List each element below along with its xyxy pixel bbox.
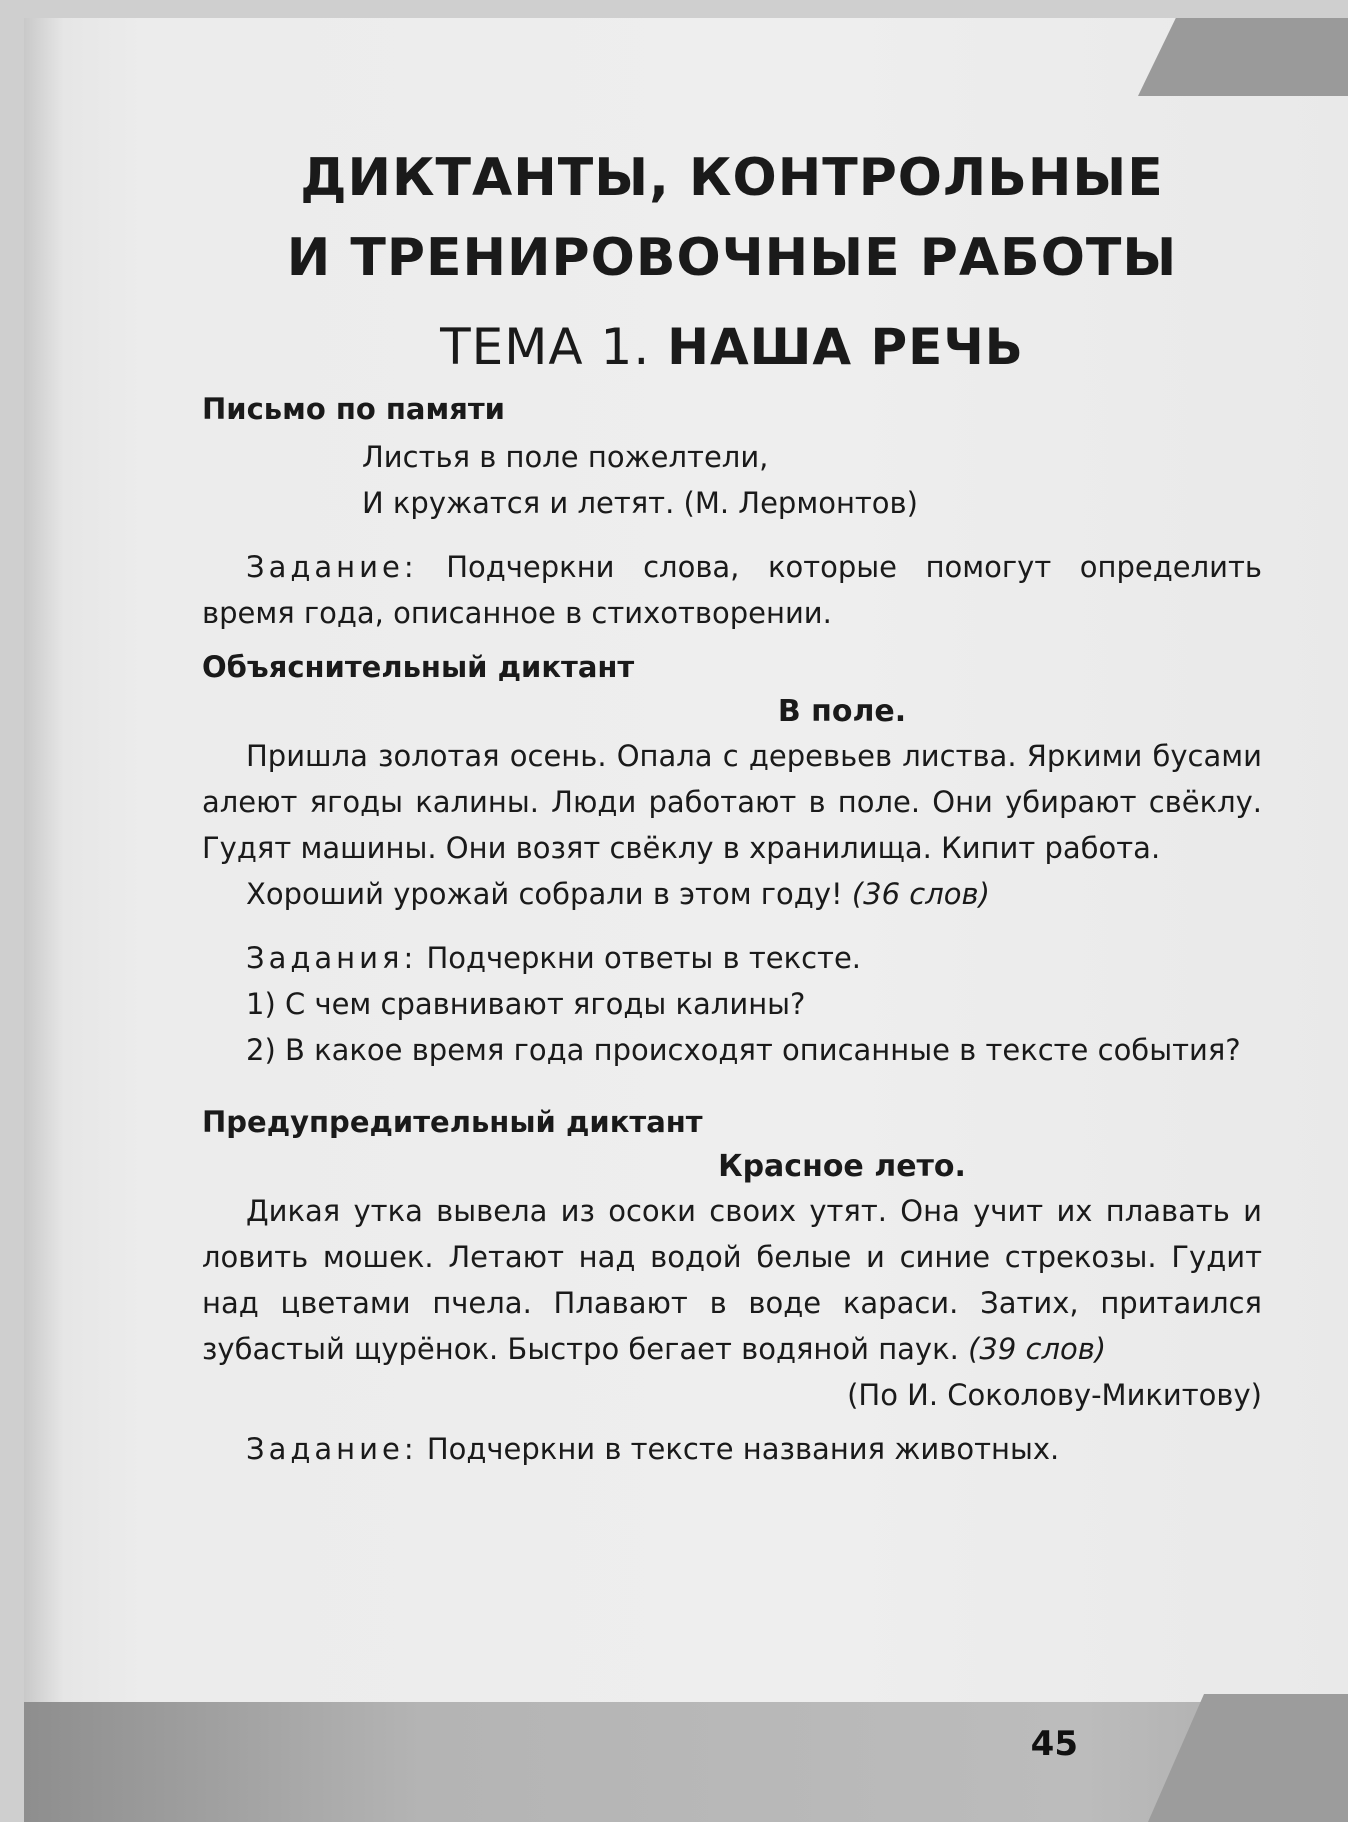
task-label: Задания: <box>246 941 418 975</box>
main-title <box>202 138 1262 298</box>
explanatory-question-1: 1) С чем сравнивают ягоды калины? <box>246 987 806 1021</box>
poem-line-2: И кружатся и летят. (М. Лермонтов) <box>362 486 918 520</box>
memory-task <box>202 544 1262 636</box>
main-title-line2: И ТРЕНИРОВОЧНЫЕ РАБОТЫ <box>286 228 1178 288</box>
warning-word-count: (39 слов) <box>968 1332 1107 1366</box>
explanatory-task <box>202 935 1262 981</box>
warning-task <box>202 1426 1262 1472</box>
task-text: Подчеркни ответы в тексте. <box>426 941 861 975</box>
memory-poem <box>362 434 1262 526</box>
warning-source: (По И. Соколову-Микитову) <box>847 1378 1262 1412</box>
warning-story-title: Красное лето. <box>718 1149 966 1184</box>
explanatory-story-title: В поле. <box>777 694 907 729</box>
task-label: Задание: <box>246 550 418 584</box>
warning-text <box>202 1188 1262 1372</box>
warning-text-body: Дикая утка вывела из осоки своих утят. Она учит их плавать и ловить мошек. Летают над водой белые и синие стрекозы. Гудит над цветами пчела. Плавают в воде караси. Затих, притаился зубастый щурёнок. Быстро бегает водяной паук. <box>202 1194 1262 1366</box>
main-title-line1: ДИКТАНТЫ, КОНТРОЛЬНЫЕ <box>300 148 1164 208</box>
topic-title <box>202 318 1262 376</box>
explanatory-question-2: 2) В какое время года происходят описанные в тексте события? <box>246 1033 1241 1067</box>
explanatory-heading: Объяснительный диктант <box>202 650 635 684</box>
task-label: Задание: <box>246 1432 418 1466</box>
explanatory-text-2 <box>202 871 1262 917</box>
page-content <box>202 138 1262 1472</box>
memory-heading: Письмо по памяти <box>202 392 505 426</box>
topic-name: НАША РЕЧЬ <box>667 318 1024 376</box>
poem-line-1: Листья в поле пожелтели, <box>362 440 769 474</box>
explanatory-text-1: Пришла золотая осень. Опала с деревьев листва. Яркими бусами алеют ягоды калины. Люди работают в поле. Они убирают свёклу. Гудят машины. Они возят свёклу в хранилища. Кипит работа. <box>202 739 1262 865</box>
task-text: Подчеркни слова, которые помогут определить время года, описанное в стихотворении. <box>202 550 1263 630</box>
topic-prefix: ТЕМА 1. <box>440 318 651 376</box>
book-page <box>24 18 1348 1822</box>
footer-band <box>24 1702 1348 1822</box>
explanatory-word-count: (36 слов) <box>851 877 990 911</box>
task-text: Подчеркни в тексте названия животных. <box>426 1432 1060 1466</box>
page-number: 45 <box>1030 1724 1078 1764</box>
explanatory-text-2-body: Хороший урожай собрали в этом году! <box>246 877 843 911</box>
corner-decoration <box>1138 18 1348 96</box>
warning-heading: Предупредительный диктант <box>202 1105 703 1139</box>
